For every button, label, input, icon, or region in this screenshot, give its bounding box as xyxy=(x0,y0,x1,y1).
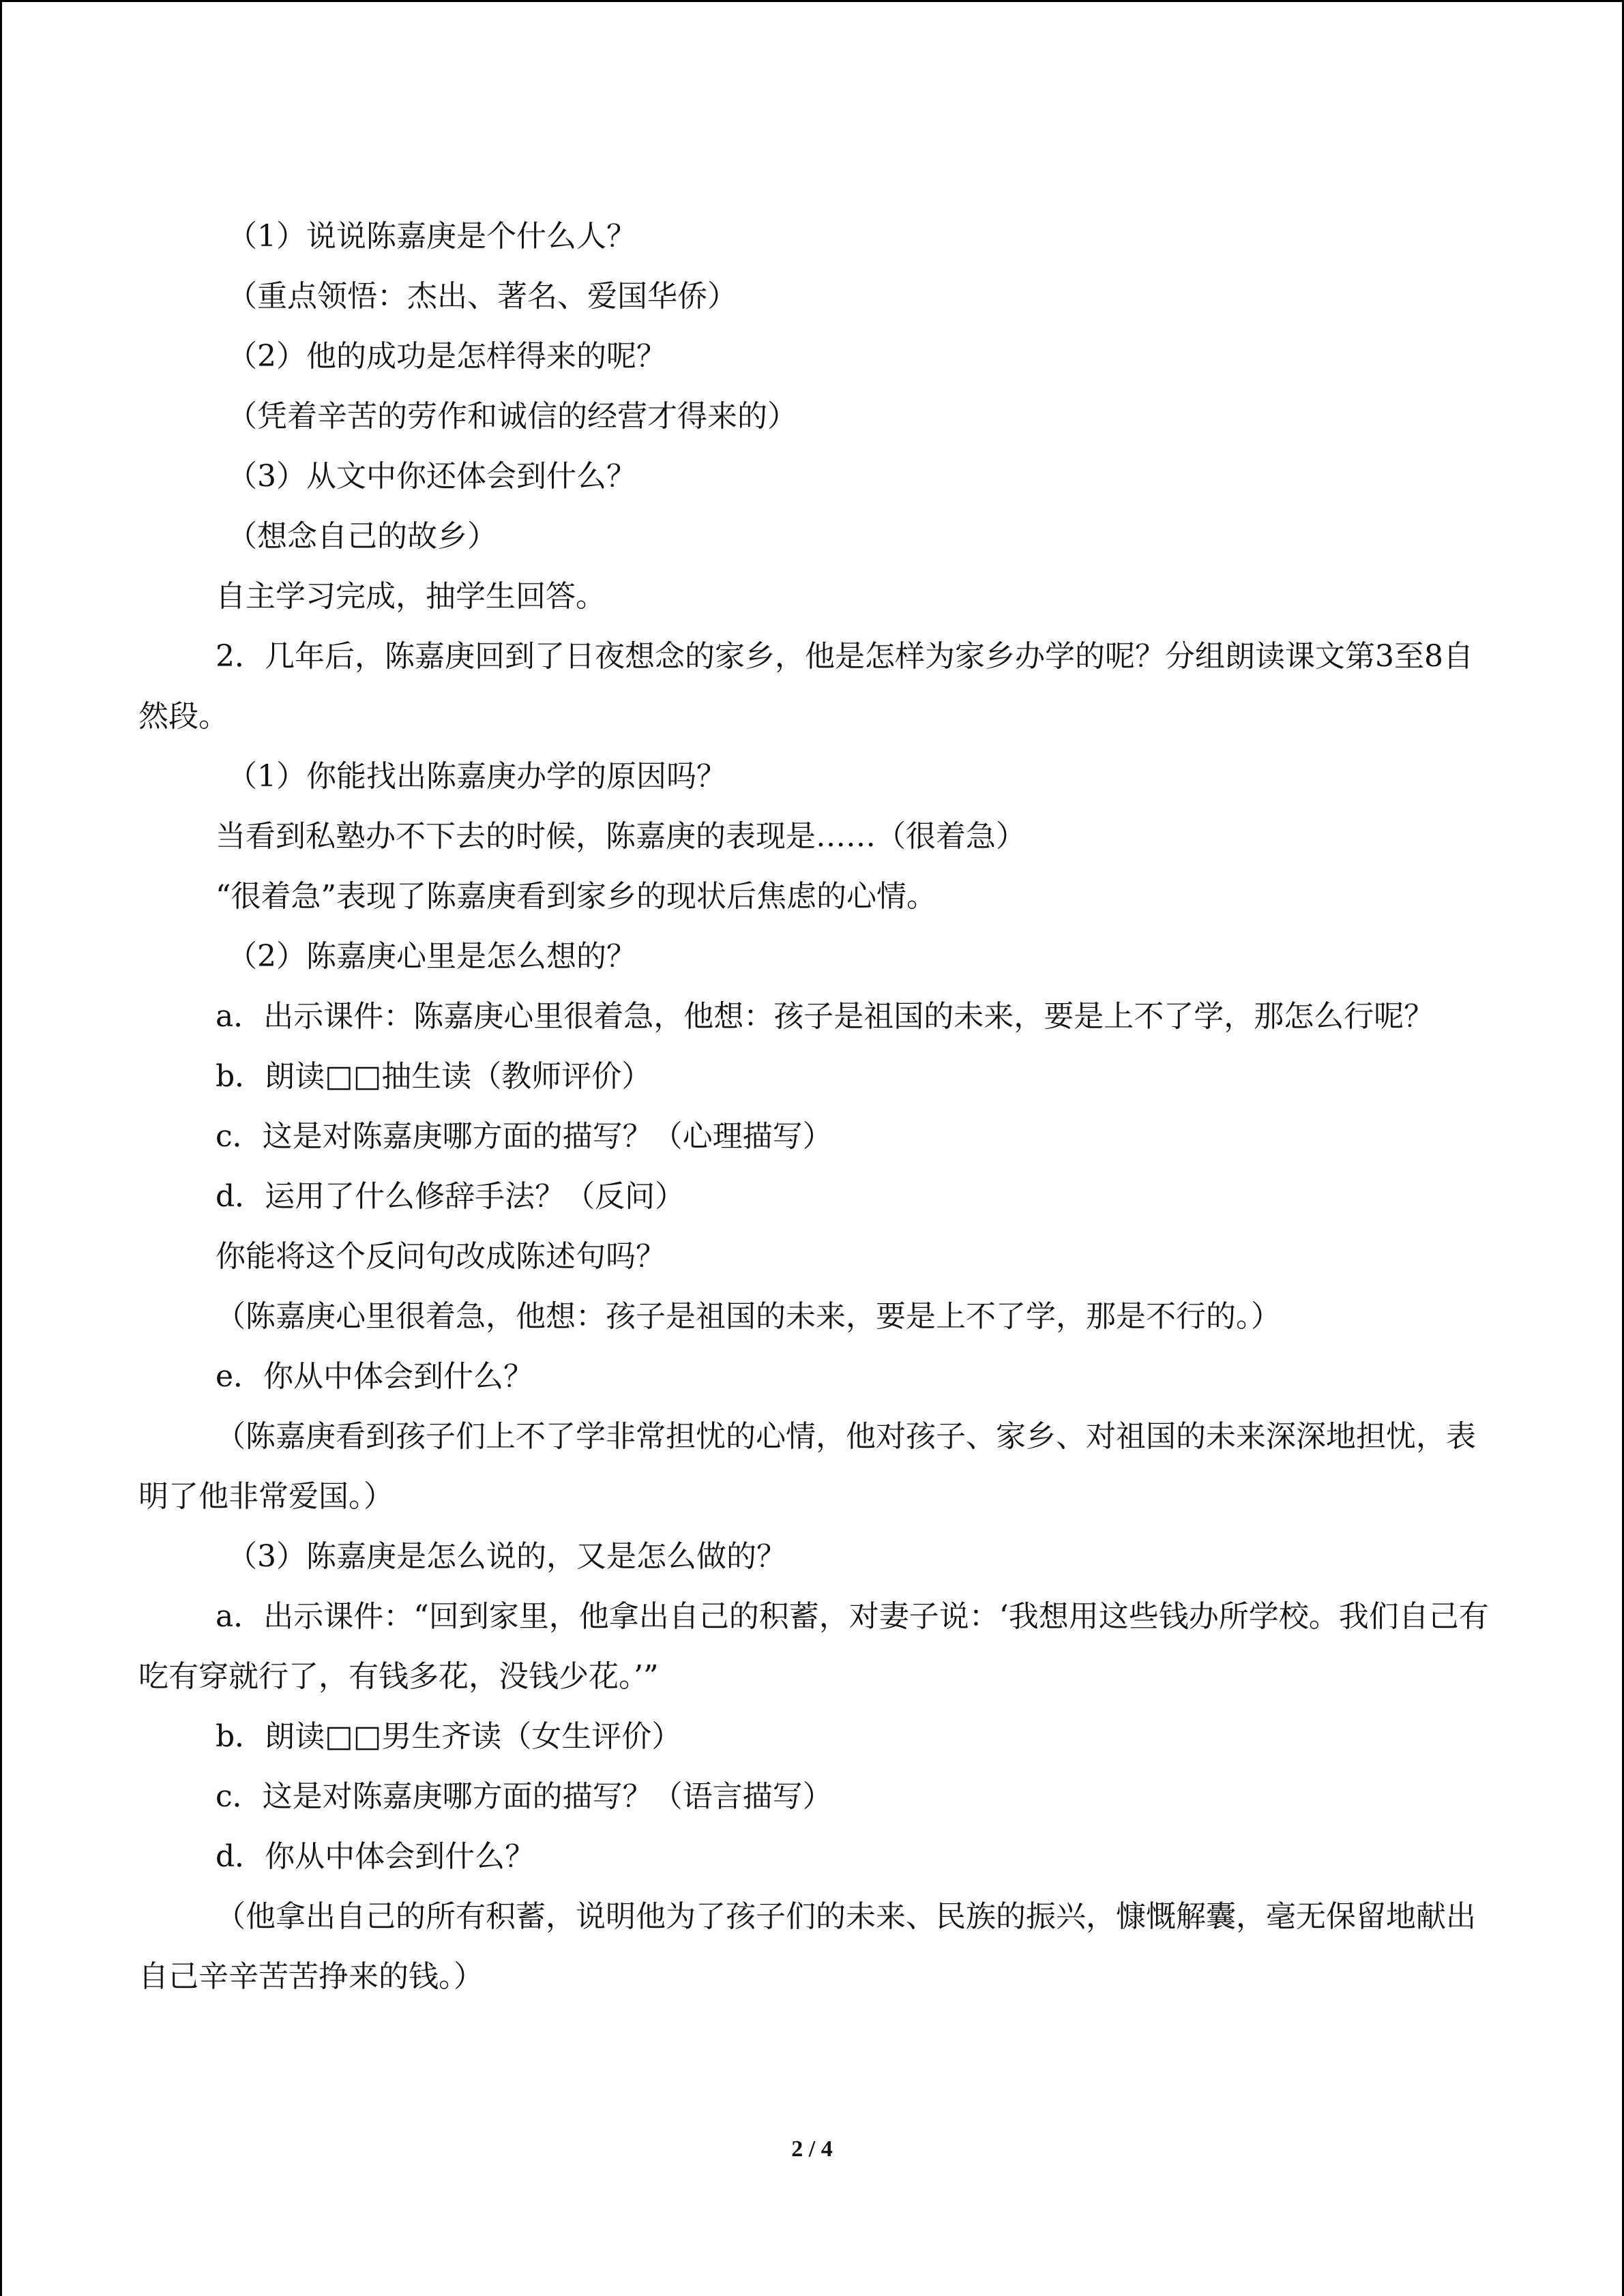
paragraph: （2）他的成功是怎样得来的呢？ xyxy=(227,339,666,374)
paragraph: 你能将这个反问句改成陈述句吗？ xyxy=(216,1239,666,1274)
paragraph: d．你从中体会到什么？ xyxy=(216,1839,535,1874)
paragraph: d．运用了什么修辞手法？（反问） xyxy=(216,1179,685,1214)
paragraph: （1）说说陈嘉庚是个什么人？ xyxy=(227,219,636,254)
paragraph: a．出示课件：陈嘉庚心里很着急，他想：孩子是祖国的未来，要是上不了学，那怎么行呢？ xyxy=(216,999,1434,1034)
paragraph: c．这是对陈嘉庚哪方面的描写？（心理描写） xyxy=(216,1119,833,1154)
paragraph: （3）从文中你还体会到什么？ xyxy=(227,459,636,494)
document-body xyxy=(138,207,1492,2007)
paragraph: （陈嘉庚心里很着急，他想：孩子是祖国的未来，要是上不了学，那是不行的。） xyxy=(216,1299,1281,1334)
paragraph: 自主学习完成，抽学生回答。 xyxy=(216,579,606,614)
page-number: 2 / 4 xyxy=(791,2136,833,2162)
paragraph: a．出示课件：“回到家里，他拿出自己的积蓄，对妻子说：‘我想用这些钱办所学校。我们自己有吃有穿就行了，有钱多花，没钱少花。’” xyxy=(138,1599,1489,1694)
paragraph: b．朗读□□男生齐读（女生评价） xyxy=(216,1719,682,1754)
paragraph: （陈嘉庚看到孩子们上不了学非常担忧的心情，他对孩子、家乡、对祖国的未来深深地担忧，表明了他非常爱国。） xyxy=(138,1419,1476,1514)
paragraph: 当看到私塾办不下去的时候，陈嘉庚的表现是……（很着急） xyxy=(216,819,1026,854)
paragraph: （凭着辛苦的劳作和诚信的经营才得来的） xyxy=(227,399,797,434)
paragraph: b．朗读□□抽生读（教师评价） xyxy=(216,1059,652,1094)
paragraph: e．你从中体会到什么？ xyxy=(216,1359,534,1394)
paragraph: 2．几年后，陈嘉庚回到了日夜想念的家乡，他是怎样为家乡办学的呢？分组朗读课文第3至8自然段。 xyxy=(138,639,1473,734)
paragraph: c．这是对陈嘉庚哪方面的描写？（语言描写） xyxy=(216,1779,833,1814)
paragraph: （3）陈嘉庚是怎么说的，又是怎么做的？ xyxy=(227,1539,786,1574)
paragraph: （想念自己的故乡） xyxy=(227,519,497,554)
paragraph: “很着急”表现了陈嘉庚看到家乡的现状后焦虑的心情。 xyxy=(216,879,936,914)
paragraph: （他拿出自己的所有积蓄，说明他为了孩子们的未来、民族的振兴，慷慨解囊，毫无保留地献出自己辛辛苦苦挣来的钱。） xyxy=(138,1899,1476,1994)
paragraph: （重点领悟：杰出、著名、爱国华侨） xyxy=(227,279,737,314)
paragraph: （1）你能找出陈嘉庚办学的原因吗？ xyxy=(227,759,726,794)
paragraph: （2）陈嘉庚心里是怎么想的？ xyxy=(227,939,636,974)
